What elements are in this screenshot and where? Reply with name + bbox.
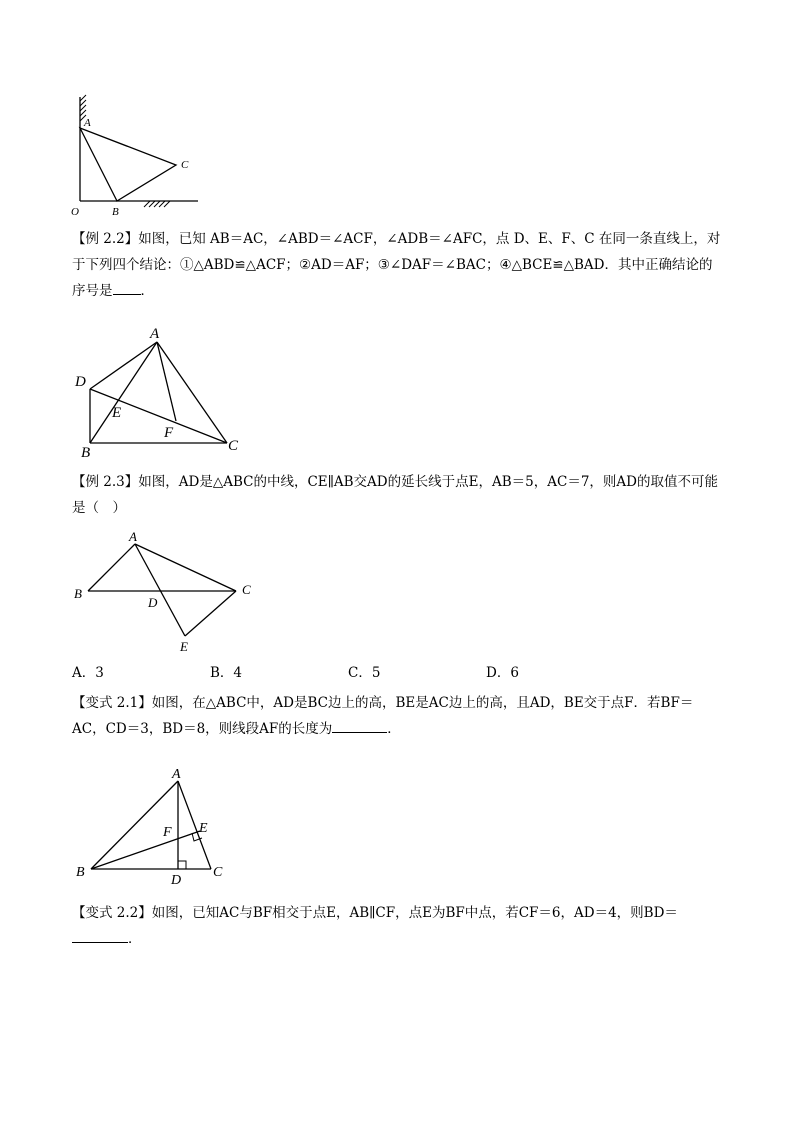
answer-blank[interactable] [332, 718, 387, 733]
problem-text: 如图，已知AC与BF相交于点E，AB∥CF，点E为BF中点，若CF＝6，AD＝4，则BD＝ [151, 905, 678, 921]
label-A: A [84, 117, 91, 129]
problem-text: 如图，已知 AB＝AC，∠ABD＝∠ACF，∠ADB＝∠AFC，点 D、E、F、C 在同一条直线上，对于下列四个结论：① [72, 231, 721, 273]
ground-hatch [144, 201, 170, 207]
triangle-abc [80, 128, 176, 201]
variant-tag: 【变式 2.2】 [72, 905, 152, 921]
label-D: D [148, 595, 158, 610]
example-2-2: 【例 2.2】如图，已知 AB＝AC，∠ABD＝∠ACF，∠ADB＝∠AFC，点 D、E、F、C 在同一条直线上，对于下列四个结论：①△ABD≌△ACF；②AD＝AF；③∠DAF＝∠BAC；④△BCE≌△BAD．其中正确结论的序号是 ． [72, 231, 721, 299]
choice-d[interactable]: D．6 [486, 665, 519, 681]
problem-text-cont: △ABD≌△ACF；②AD＝AF；③∠DAF＝∠BAC；④△BCE≌△BAD．其中正确结论的序号是 [72, 257, 713, 299]
choice-a[interactable]: A．3 [72, 665, 104, 681]
figure-median [70, 528, 270, 658]
label-E: E [180, 639, 188, 654]
variant-2-1: 【变式 2.1】如图，在△ABC中，AD是BC边上的高，BE是AC边上的高，且AD，BE交于点F．若BF＝AC，CD＝3，BD＝8，则线段AF的长度为 ． [72, 695, 694, 737]
label-B: B [81, 445, 91, 461]
choice-c[interactable]: C．5 [348, 665, 381, 681]
label-B: B [74, 586, 82, 601]
example-tag: 【例 2.2】 [72, 231, 139, 247]
label-C: C [213, 865, 223, 880]
label-A: A [172, 767, 181, 782]
choice-b[interactable]: B．4 [210, 665, 243, 681]
label-C: C [181, 159, 189, 171]
label-B: B [112, 206, 119, 218]
answer-choices [72, 661, 724, 683]
variant-2-2: 【变式 2.2】如图，已知AC与BF相交于点E，AB∥CF，点E为BF中点，若CF＝6，AD＝4，则BD＝． [72, 905, 678, 947]
label-E: E [199, 821, 208, 836]
answer-blank[interactable] [72, 928, 128, 943]
label-E: E [112, 405, 122, 421]
label-C: C [242, 582, 251, 597]
label-F: F [164, 425, 174, 441]
figure-ladder [66, 95, 206, 220]
label-D: D [75, 374, 86, 390]
label-A: A [150, 326, 160, 342]
problem-text: 如图，AD是△ABC的中线，CE∥AB交AD的延长线于点E，AB＝5，AC＝7，则AD的取值不可能是（ ） [72, 474, 718, 516]
right-angle-mark-d [178, 861, 186, 869]
answer-blank[interactable] [113, 280, 141, 295]
label-C: C [228, 438, 239, 454]
example-tag: 【例 2.3】 [72, 474, 139, 490]
example-2-3 [72, 469, 724, 521]
figure-altitudes [72, 764, 242, 889]
label-O: O [71, 206, 79, 218]
label-B: B [76, 865, 85, 880]
figure-quadrilateral [70, 322, 250, 462]
variant-tag: 【变式 2.1】 [72, 695, 152, 711]
problem-text: 如图，在△ABC中，AD是BC边上的高，BE是AC边上的高，且AD，BE交于点F．若BF＝AC，CD＝3，BD＝8，则线段AF的长度为 [72, 695, 694, 737]
label-F: F [163, 825, 172, 840]
label-A: A [129, 529, 137, 544]
label-D: D [171, 873, 182, 888]
